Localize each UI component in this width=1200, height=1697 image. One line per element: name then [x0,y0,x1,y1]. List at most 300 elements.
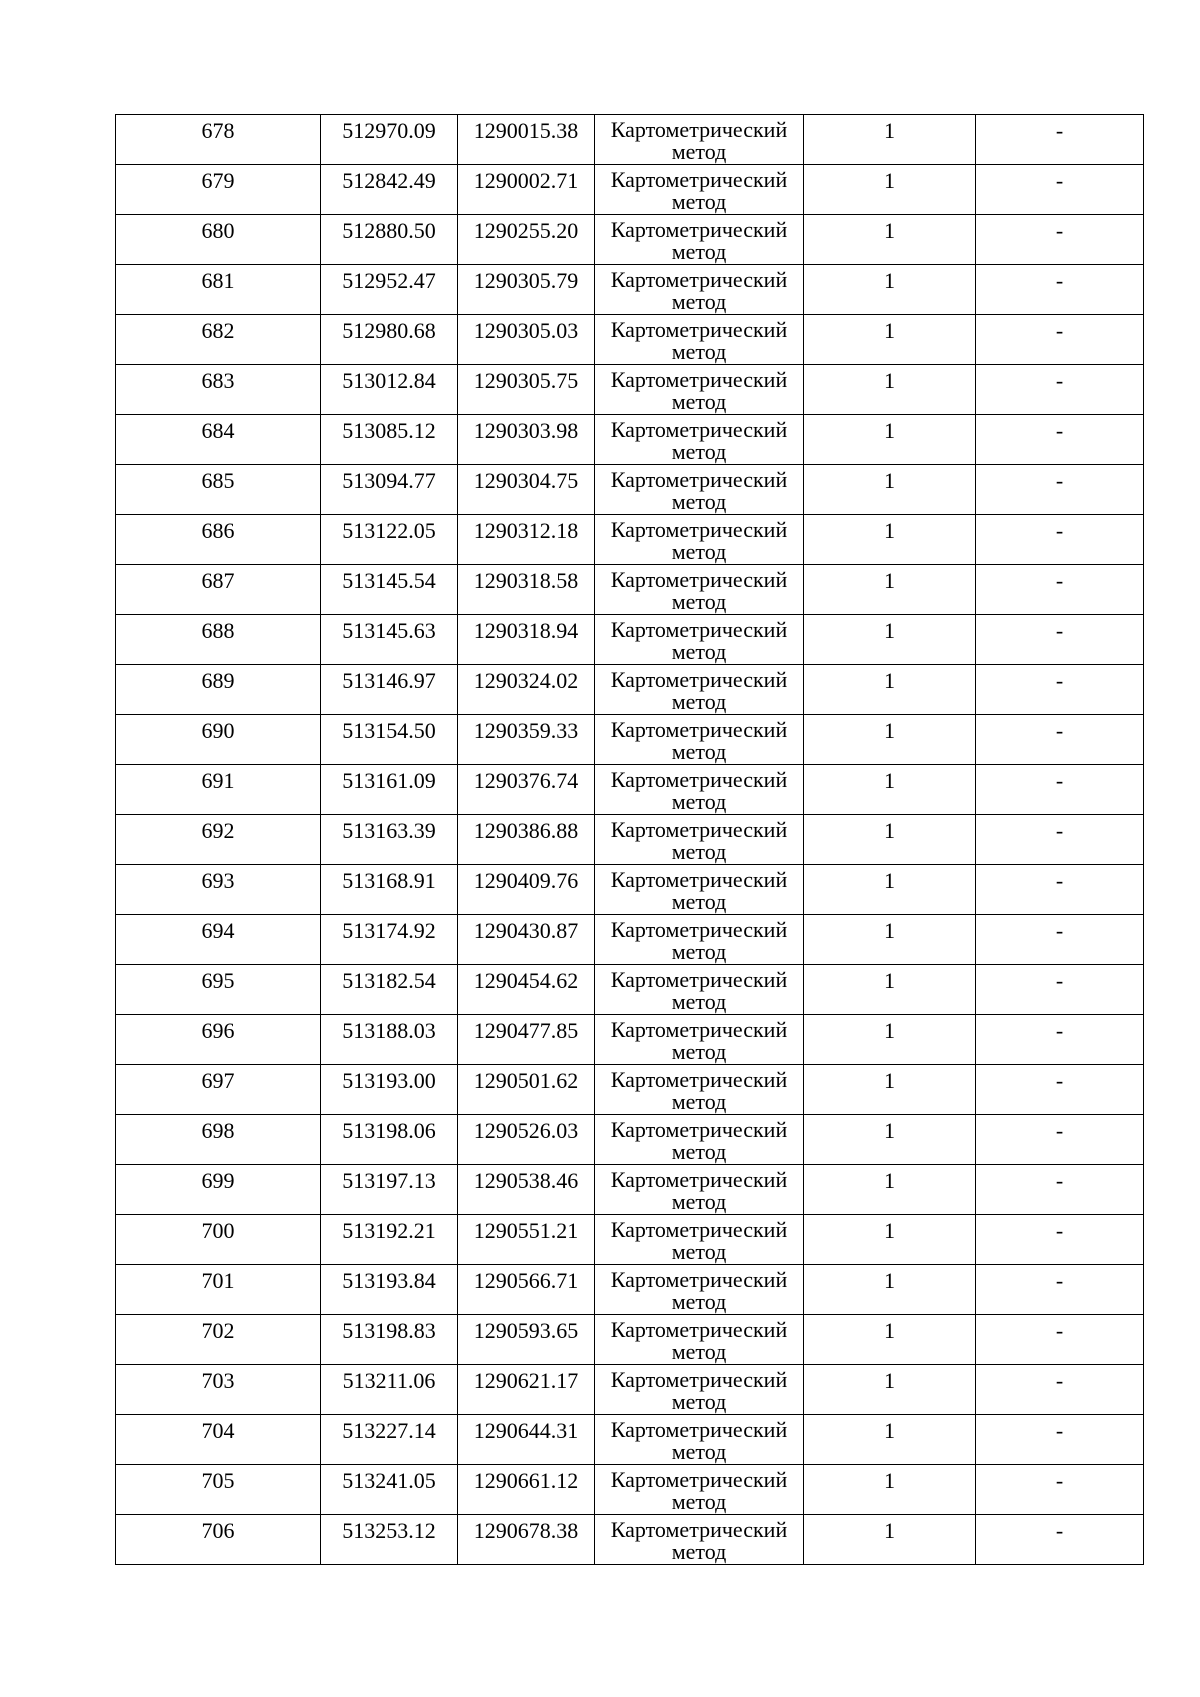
x-coordinate-cell [321,1515,458,1565]
point-number-cell [116,1365,321,1415]
accuracy-value: 1 [884,768,895,793]
point-number-value: 686 [201,518,235,543]
x-coordinate-cell [321,315,458,365]
x-coordinate-cell [321,115,458,165]
note-cell [976,365,1144,415]
point-number-cell [116,265,321,315]
y-coordinate-value: 1290477.85 [473,1018,579,1043]
y-coordinate-cell [458,1515,595,1565]
accuracy-value: 1 [884,918,895,943]
method-value [595,265,803,313]
method-cell [595,565,804,615]
accuracy-value: 1 [884,968,895,993]
note-value: - [1055,1118,1064,1143]
y-coordinate-value: 1290324.02 [473,668,579,693]
method-line-1: Картометрический [610,267,788,292]
accuracy-cell [804,565,976,615]
method-line-2: метод [671,389,727,414]
x-coordinate-cell [321,565,458,615]
method-line-1: Картометрический [610,817,788,842]
note-cell [976,515,1144,565]
y-coordinate-cell [458,1415,595,1465]
x-coordinate-cell [321,1165,458,1215]
y-coordinate-cell [458,1165,595,1215]
table-row [116,715,1144,765]
accuracy-cell [804,615,976,665]
y-coordinate-cell [458,515,595,565]
coordinates-table [115,114,1144,1565]
x-coordinate-value: 513161.09 [342,768,436,793]
x-coordinate-value: 513012.84 [342,368,436,393]
point-number-cell [116,1115,321,1165]
x-coordinate-cell [321,1415,458,1465]
accuracy-cell [804,1515,976,1565]
y-coordinate-cell [458,1465,595,1515]
accuracy-value: 1 [884,1118,895,1143]
method-line-2: метод [671,1539,727,1564]
method-line-2: метод [671,839,727,864]
point-number-value: 693 [201,868,235,893]
accuracy-cell [804,1265,976,1315]
y-coordinate-value: 1290409.76 [473,868,579,893]
note-value: - [1055,168,1064,193]
method-cell [595,1415,804,1465]
method-value [595,665,803,713]
method-line-2: метод [671,589,727,614]
method-line-2: метод [671,1189,727,1214]
point-number-cell [116,1465,321,1515]
x-coordinate-value: 513188.03 [342,1018,436,1043]
accuracy-cell [804,915,976,965]
method-value [595,1515,803,1563]
y-coordinate-cell [458,615,595,665]
note-value: - [1055,318,1064,343]
accuracy-value: 1 [884,1318,895,1343]
y-coordinate-value: 1290661.12 [473,1468,579,1493]
x-coordinate-value: 513227.14 [342,1418,436,1443]
table-body [116,115,1144,1565]
note-value: - [1055,118,1064,143]
accuracy-value: 1 [884,1368,895,1393]
method-value [595,1365,803,1413]
accuracy-value: 1 [884,868,895,893]
method-line-2: метод [671,439,727,464]
accuracy-value: 1 [884,1168,895,1193]
x-coordinate-cell [321,465,458,515]
note-value: - [1055,518,1064,543]
x-coordinate-cell [321,1365,458,1415]
method-cell [595,665,804,715]
x-coordinate-value: 513085.12 [342,418,436,443]
y-coordinate-value: 1290526.03 [473,1118,579,1143]
x-coordinate-value: 513241.05 [342,1468,436,1493]
table-row [116,1515,1144,1565]
table-row [116,265,1144,315]
method-line-2: метод [671,139,727,164]
method-value [595,765,803,813]
point-number-value: 690 [201,718,235,743]
y-coordinate-cell [458,165,595,215]
point-number-cell [116,365,321,415]
table-row [116,915,1144,965]
method-cell [595,965,804,1015]
table-row [116,1165,1144,1215]
point-number-value: 682 [201,318,235,343]
accuracy-cell [804,1015,976,1065]
note-value: - [1055,918,1064,943]
method-cell [595,1015,804,1065]
note-cell [976,315,1144,365]
x-coordinate-cell [321,365,458,415]
x-coordinate-cell [321,1215,458,1265]
accuracy-cell [804,1465,976,1515]
method-value [595,1315,803,1363]
table-row [116,315,1144,365]
y-coordinate-cell [458,1215,595,1265]
table-row [116,565,1144,615]
method-line-2: метод [671,1489,727,1514]
method-cell [595,1365,804,1415]
point-number-cell [116,565,321,615]
method-cell [595,465,804,515]
table-row [116,1015,1144,1065]
table-row [116,1365,1144,1415]
note-cell [976,1215,1144,1265]
note-value: - [1055,1468,1064,1493]
note-cell [976,1115,1144,1165]
y-coordinate-value: 1290002.71 [473,168,579,193]
note-cell [976,765,1144,815]
accuracy-value: 1 [884,368,895,393]
method-line-1: Картометрический [610,667,788,692]
note-cell [976,1515,1144,1565]
x-coordinate-value: 512842.49 [342,168,436,193]
accuracy-value: 1 [884,468,895,493]
method-line-2: метод [671,189,727,214]
method-line-2: метод [671,739,727,764]
x-coordinate-cell [321,165,458,215]
x-coordinate-cell [321,1065,458,1115]
method-line-1: Картометрический [610,1467,788,1492]
method-line-2: метод [671,489,727,514]
accuracy-cell [804,1115,976,1165]
point-number-cell [116,215,321,265]
method-value [595,1415,803,1463]
method-line-2: метод [671,1389,727,1414]
point-number-value: 684 [201,418,235,443]
point-number-value: 692 [201,818,235,843]
accuracy-value: 1 [884,718,895,743]
method-cell [595,1315,804,1365]
point-number-value: 683 [201,368,235,393]
method-line-2: метод [671,539,727,564]
point-number-value: 688 [201,618,235,643]
y-coordinate-cell [458,565,595,615]
x-coordinate-cell [321,815,458,865]
method-cell [595,265,804,315]
y-coordinate-value: 1290359.33 [473,718,579,743]
method-line-2: метод [671,1039,727,1064]
point-number-value: 694 [201,918,235,943]
point-number-cell [116,915,321,965]
point-number-cell [116,765,321,815]
method-value [595,615,803,663]
point-number-cell [116,1315,321,1365]
x-coordinate-cell [321,865,458,915]
accuracy-cell [804,465,976,515]
x-coordinate-value: 512970.09 [342,118,436,143]
note-value: - [1055,668,1064,693]
note-cell [976,915,1144,965]
accuracy-cell [804,265,976,315]
note-value: - [1055,268,1064,293]
point-number-value: 685 [201,468,235,493]
method-value [595,715,803,763]
method-value [595,365,803,413]
method-line-2: метод [671,239,727,264]
note-cell [976,865,1144,915]
point-number-value: 680 [201,218,235,243]
table-row [116,165,1144,215]
method-value [595,215,803,263]
point-number-cell [116,1015,321,1065]
x-coordinate-value: 513193.84 [342,1268,436,1293]
point-number-value: 706 [201,1518,235,1543]
table-row [116,115,1144,165]
method-cell [595,165,804,215]
table-row [116,1115,1144,1165]
y-coordinate-value: 1290430.87 [473,918,579,943]
note-value: - [1055,1018,1064,1043]
point-number-value: 703 [201,1368,235,1393]
method-line-1: Картометрический [610,317,788,342]
method-line-2: метод [671,1239,727,1264]
point-number-cell [116,1065,321,1115]
method-line-1: Картометрический [610,1517,788,1542]
y-coordinate-cell [458,1015,595,1065]
method-value [595,965,803,1013]
accuracy-value: 1 [884,118,895,143]
x-coordinate-value: 512880.50 [342,218,436,243]
note-cell [976,1265,1144,1315]
accuracy-cell [804,715,976,765]
point-number-value: 700 [201,1218,235,1243]
accuracy-cell [804,765,976,815]
method-line-1: Картометрический [610,1417,788,1442]
method-line-1: Картометрический [610,1167,788,1192]
method-value [595,515,803,563]
method-value [595,1265,803,1313]
point-number-value: 699 [201,1168,235,1193]
note-value: - [1055,818,1064,843]
note-cell [976,715,1144,765]
x-coordinate-cell [321,1015,458,1065]
point-number-value: 705 [201,1468,235,1493]
note-value: - [1055,1318,1064,1343]
note-value: - [1055,1518,1064,1543]
y-coordinate-value: 1290305.75 [473,368,579,393]
note-value: - [1055,1418,1064,1443]
x-coordinate-value: 513146.97 [342,668,436,693]
x-coordinate-value: 513182.54 [342,968,436,993]
y-coordinate-value: 1290621.17 [473,1368,579,1393]
y-coordinate-cell [458,765,595,815]
point-number-cell [116,315,321,365]
x-coordinate-value: 513174.92 [342,918,436,943]
x-coordinate-value: 513094.77 [342,468,436,493]
x-coordinate-value: 512980.68 [342,318,436,343]
note-value: - [1055,1368,1064,1393]
note-value: - [1055,618,1064,643]
accuracy-value: 1 [884,268,895,293]
method-line-1: Картометрический [610,117,788,142]
y-coordinate-cell [458,815,595,865]
accuracy-cell [804,1315,976,1365]
note-value: - [1055,968,1064,993]
method-value [595,915,803,963]
note-value: - [1055,1268,1064,1293]
method-value [595,415,803,463]
y-coordinate-cell [458,315,595,365]
method-line-1: Картометрический [610,1017,788,1042]
point-number-cell [116,865,321,915]
method-line-1: Картометрический [610,167,788,192]
method-line-1: Картометрический [610,1367,788,1392]
method-line-2: метод [671,689,727,714]
method-cell [595,815,804,865]
point-number-cell [116,1165,321,1215]
note-value: - [1055,1218,1064,1243]
accuracy-value: 1 [884,1018,895,1043]
point-number-cell [116,615,321,665]
x-coordinate-value: 512952.47 [342,268,436,293]
y-coordinate-value: 1290644.31 [473,1418,579,1443]
y-coordinate-value: 1290255.20 [473,218,579,243]
y-coordinate-value: 1290305.79 [473,268,579,293]
point-number-value: 701 [201,1268,235,1293]
note-value: - [1055,868,1064,893]
method-cell [595,1165,804,1215]
x-coordinate-cell [321,515,458,565]
note-cell [976,1315,1144,1365]
method-cell [595,715,804,765]
y-coordinate-cell [458,715,595,765]
method-cell [595,765,804,815]
note-value: - [1055,1068,1064,1093]
point-number-value: 698 [201,1118,235,1143]
point-number-cell [116,815,321,865]
y-coordinate-cell [458,915,595,965]
x-coordinate-value: 513122.05 [342,518,436,543]
method-cell [595,415,804,465]
accuracy-cell [804,315,976,365]
y-coordinate-value: 1290318.94 [473,618,579,643]
accuracy-value: 1 [884,818,895,843]
accuracy-cell [804,1215,976,1265]
y-coordinate-cell [458,965,595,1015]
y-coordinate-cell [458,1265,595,1315]
method-cell [595,1115,804,1165]
x-coordinate-value: 513168.91 [342,868,436,893]
table-row [116,615,1144,665]
note-value: - [1055,1168,1064,1193]
method-value [595,1015,803,1063]
y-coordinate-cell [458,865,595,915]
note-cell [976,465,1144,515]
x-coordinate-value: 513253.12 [342,1518,436,1543]
table-row [116,965,1144,1015]
x-coordinate-cell [321,765,458,815]
method-value [595,465,803,513]
point-number-value: 697 [201,1068,235,1093]
method-line-1: Картометрический [610,1267,788,1292]
method-line-2: метод [671,889,727,914]
method-line-1: Картометрический [610,467,788,492]
point-number-cell [116,665,321,715]
table-row [116,465,1144,515]
y-coordinate-value: 1290593.65 [473,1318,579,1343]
point-number-cell [116,1515,321,1565]
point-number-value: 681 [201,268,235,293]
method-cell [595,1265,804,1315]
x-coordinate-cell [321,215,458,265]
method-line-2: метод [671,1339,727,1364]
method-line-1: Картометрический [610,867,788,892]
y-coordinate-cell [458,1115,595,1165]
method-cell [595,1465,804,1515]
note-cell [976,1365,1144,1415]
table-row [116,1065,1144,1115]
accuracy-value: 1 [884,668,895,693]
point-number-value: 691 [201,768,235,793]
method-line-1: Картометрический [610,967,788,992]
y-coordinate-cell [458,665,595,715]
x-coordinate-cell [321,915,458,965]
accuracy-cell [804,415,976,465]
method-cell [595,215,804,265]
accuracy-cell [804,215,976,265]
method-line-1: Картометрический [610,767,788,792]
table-row [116,765,1144,815]
accuracy-cell [804,1365,976,1415]
y-coordinate-value: 1290386.88 [473,818,579,843]
x-coordinate-cell [321,265,458,315]
note-value: - [1055,418,1064,443]
point-number-value: 696 [201,1018,235,1043]
method-line-2: метод [671,939,727,964]
accuracy-value: 1 [884,1068,895,1093]
accuracy-cell [804,165,976,215]
method-cell [595,865,804,915]
method-cell [595,915,804,965]
method-value [595,115,803,163]
method-value [595,1465,803,1513]
y-coordinate-value: 1290551.21 [473,1218,579,1243]
point-number-cell [116,1265,321,1315]
method-line-1: Картометрический [610,1067,788,1092]
table-row [116,365,1144,415]
note-cell [976,415,1144,465]
method-line-1: Картометрический [610,567,788,592]
y-coordinate-cell [458,365,595,415]
method-value [595,1115,803,1163]
accuracy-cell [804,865,976,915]
y-coordinate-cell [458,465,595,515]
x-coordinate-cell [321,1115,458,1165]
method-cell [595,365,804,415]
note-cell [976,965,1144,1015]
point-number-cell [116,1415,321,1465]
